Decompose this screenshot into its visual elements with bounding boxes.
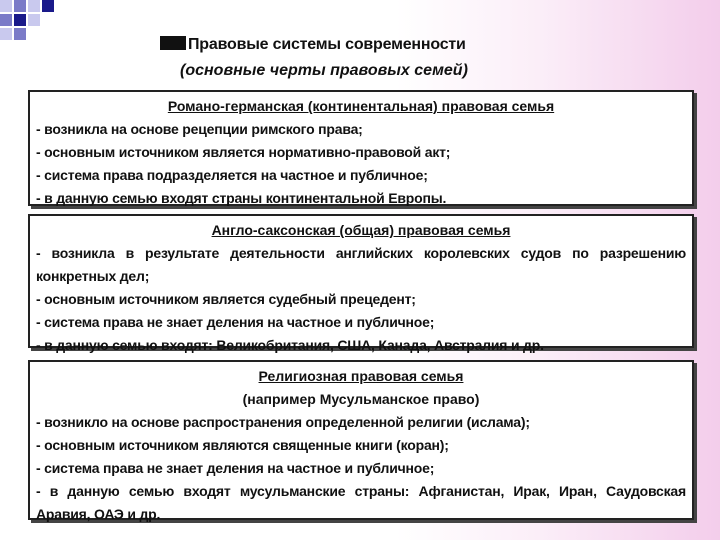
family-box-romano-germanic	[28, 90, 694, 206]
title-subtitle: (основные черты правовых семей)	[180, 62, 468, 79]
family-item: - система права подразделяется на частное и публичное;	[36, 167, 428, 183]
title-line1-text: Правовые системы современности	[188, 36, 466, 53]
family-item: - в данную семью входят: Великобритания, США, Канада, Австралия и др.	[36, 337, 544, 353]
family-heading: Религиозная правовая семья	[258, 368, 464, 384]
family-item: - основным источником является судебный прецедент;	[36, 291, 416, 307]
family-box-religious	[28, 360, 694, 520]
family-item: - в данную семью входят страны континентальной Европы.	[36, 190, 447, 206]
family-item: - основным источником являются священные книги (коран);	[36, 437, 449, 453]
family-subheading: (например Мусульманское право)	[242, 391, 480, 407]
family-item: - система права не знает деления на частное и публичное;	[36, 460, 435, 476]
decor-square	[28, 0, 40, 12]
title-main	[160, 36, 466, 54]
family-item: - в данную семью входят мусульманские страны: Афганистан, Ирак, Иран, Саудовская Аравия, ОАЭ и др.	[36, 483, 686, 522]
decor-square	[42, 0, 54, 12]
decor-square	[0, 14, 12, 26]
family-heading: Романо-германская (континентальная) правовая семья	[167, 98, 555, 114]
decor-square	[28, 14, 40, 26]
decor-square	[0, 28, 12, 40]
family-item: - возникла на основе рецепции римского права;	[36, 121, 363, 137]
decor-square	[0, 0, 12, 12]
decor-square	[14, 28, 26, 40]
title-bullet-marker	[160, 36, 186, 50]
family-item: - возникла в результате деятельности английских королевских судов по разрешению конкретных дел;	[36, 245, 686, 284]
decor-square	[14, 0, 26, 12]
family-heading: Англо-саксонская (общая) правовая семья	[211, 222, 511, 238]
decor-square	[14, 14, 26, 26]
family-item: - система права не знает деления на частное и публичное;	[36, 314, 435, 330]
family-item: - возникло на основе распространения определенной религии (ислама);	[36, 414, 530, 430]
family-box-anglo-saxon	[28, 214, 694, 353]
family-item: - основным источником является нормативно-правовой акт;	[36, 144, 451, 160]
